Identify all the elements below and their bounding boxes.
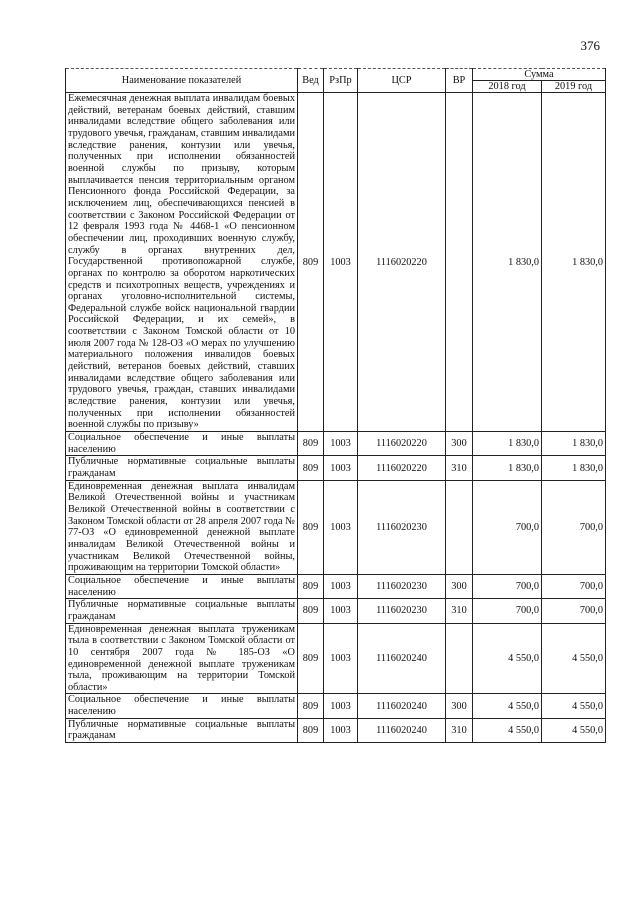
table-row (66, 599, 606, 623)
row-csr: 1116020220 (358, 432, 446, 456)
row-sum-2019: 1 830,0 (542, 93, 606, 432)
row-rzpr: 1003 (324, 93, 358, 432)
row-name: Единовременная денежная выплата труженикам тыла в соответствии с Законом Томской области от 10 сентября 2007 года № 185-ОЗ «О единовременной денежной выплате труженикам тыла, проживающим на территории Томской области» (66, 623, 298, 694)
row-rzpr: 1003 (324, 574, 358, 598)
row-sum-2018: 4 550,0 (473, 623, 542, 694)
row-sum-2018: 700,0 (473, 480, 542, 574)
row-csr: 1116020230 (358, 574, 446, 598)
header-name: Наименование показателей (66, 69, 298, 93)
row-vr (446, 623, 473, 694)
row-rzpr: 1003 (324, 694, 358, 718)
row-sum-2019: 1 830,0 (542, 456, 606, 480)
row-csr: 1116020240 (358, 694, 446, 718)
table-row (66, 574, 606, 598)
row-ved: 809 (298, 93, 324, 432)
row-name: Ежемесячная денежная выплата инвалидам боевых действий, ветеранам боевых действий, ставшим инвалидами вследствие общего заболевания или трудового увечья, гражданам, ставшим инвалидами вследствие ранения, контузии или увечья, полученных при исполнении обязанностей военной службы по призыву, которым выплачивается пенсия территориальным органом Пенсионного фонда Российской Федерации, за исключением лиц, обеспечивающихся пенсией в соответствии с Законом Российской Федерации от 12 февраля 1993 года № 4468-1 «О пенсионном обеспечении лиц, проходивших военную службу, службу в органах внутренних дел, Государственной противопожарной службе, органах по контролю за оборотом наркотических средств и психотропных веществ, учреждениях и органах уголовно-исполнительной системы, Федеральной службе войск национальной гвардии Российской Федерации, и их семей», в соответствии с Законом Томской области от 10 июля 2007 года № 128-ОЗ «О мерах по улучшению материального положения инвалидов боевых действий, ветеранов боевых действий, ставших инвалидами вследствие общего заболевания или трудового увечья, граждан, ставших инвалидами вследствие ранения, контузии или увечья, полученных при исполнении обязанностей военной службы по призыву» (66, 93, 298, 432)
row-ved: 809 (298, 480, 324, 574)
header-csr: ЦСР (358, 69, 446, 93)
row-sum-2019: 1 830,0 (542, 432, 606, 456)
row-rzpr: 1003 (324, 456, 358, 480)
row-ved: 809 (298, 718, 324, 742)
row-rzpr: 1003 (324, 480, 358, 574)
table-row (66, 623, 606, 694)
row-name: Единовременная денежная выплата инвалидам Великой Отечественной войны и участникам Великой Отечественной войны в соответствии с Законом Томской области от 28 апреля 2007 года № 77-ОЗ «О единовременной денежной выплате инвалидам Великой Отечественной войны и участникам Великой Отечественной войны, проживающим на территории Томской области» (66, 480, 298, 574)
page-number: 376 (580, 38, 600, 53)
row-sum-2018: 700,0 (473, 599, 542, 623)
row-csr: 1116020240 (358, 623, 446, 694)
row-sum-2019: 700,0 (542, 599, 606, 623)
row-name: Публичные нормативные социальные выплаты гражданам (66, 456, 298, 480)
row-sum-2018: 1 830,0 (473, 432, 542, 456)
row-sum-2018: 1 830,0 (473, 456, 542, 480)
row-ved: 809 (298, 599, 324, 623)
row-sum-2018: 4 550,0 (473, 694, 542, 718)
header-year-2018: 2018 год (473, 81, 542, 93)
table-row (66, 718, 606, 742)
row-vr: 300 (446, 694, 473, 718)
row-name: Социальное обеспечение и иные выплаты населению (66, 694, 298, 718)
header-vr: ВР (446, 69, 473, 93)
row-name: Публичные нормативные социальные выплаты гражданам (66, 718, 298, 742)
row-vr: 300 (446, 432, 473, 456)
table-row (66, 480, 606, 574)
row-csr: 1116020220 (358, 456, 446, 480)
header-sum: Сумма (473, 69, 606, 81)
table-row (66, 93, 606, 432)
table-row (66, 432, 606, 456)
row-sum-2019: 4 550,0 (542, 623, 606, 694)
row-sum-2019: 700,0 (542, 480, 606, 574)
row-csr: 1116020230 (358, 599, 446, 623)
row-rzpr: 1003 (324, 718, 358, 742)
row-name: Социальное обеспечение и иные выплаты населению (66, 574, 298, 598)
row-sum-2019: 4 550,0 (542, 718, 606, 742)
row-name: Социальное обеспечение и иные выплаты населению (66, 432, 298, 456)
row-vr: 310 (446, 599, 473, 623)
row-vr (446, 480, 473, 574)
table-header (66, 69, 606, 93)
row-vr (446, 93, 473, 432)
row-sum-2019: 4 550,0 (542, 694, 606, 718)
row-sum-2019: 700,0 (542, 574, 606, 598)
row-ved: 809 (298, 432, 324, 456)
row-sum-2018: 4 550,0 (473, 718, 542, 742)
row-sum-2018: 1 830,0 (473, 93, 542, 432)
header-ved: Вед (298, 69, 324, 93)
table-row (66, 456, 606, 480)
table-row (66, 694, 606, 718)
row-ved: 809 (298, 574, 324, 598)
row-vr: 310 (446, 456, 473, 480)
row-name: Публичные нормативные социальные выплаты гражданам (66, 599, 298, 623)
header-year-2019: 2019 год (542, 81, 606, 93)
row-sum-2018: 700,0 (473, 574, 542, 598)
row-vr: 310 (446, 718, 473, 742)
row-csr: 1116020220 (358, 93, 446, 432)
header-rzpr: РзПр (324, 69, 358, 93)
row-csr: 1116020230 (358, 480, 446, 574)
budget-table (65, 68, 606, 743)
row-rzpr: 1003 (324, 599, 358, 623)
row-ved: 809 (298, 456, 324, 480)
row-ved: 809 (298, 623, 324, 694)
row-rzpr: 1003 (324, 432, 358, 456)
row-vr: 300 (446, 574, 473, 598)
row-ved: 809 (298, 694, 324, 718)
row-csr: 1116020240 (358, 718, 446, 742)
row-rzpr: 1003 (324, 623, 358, 694)
